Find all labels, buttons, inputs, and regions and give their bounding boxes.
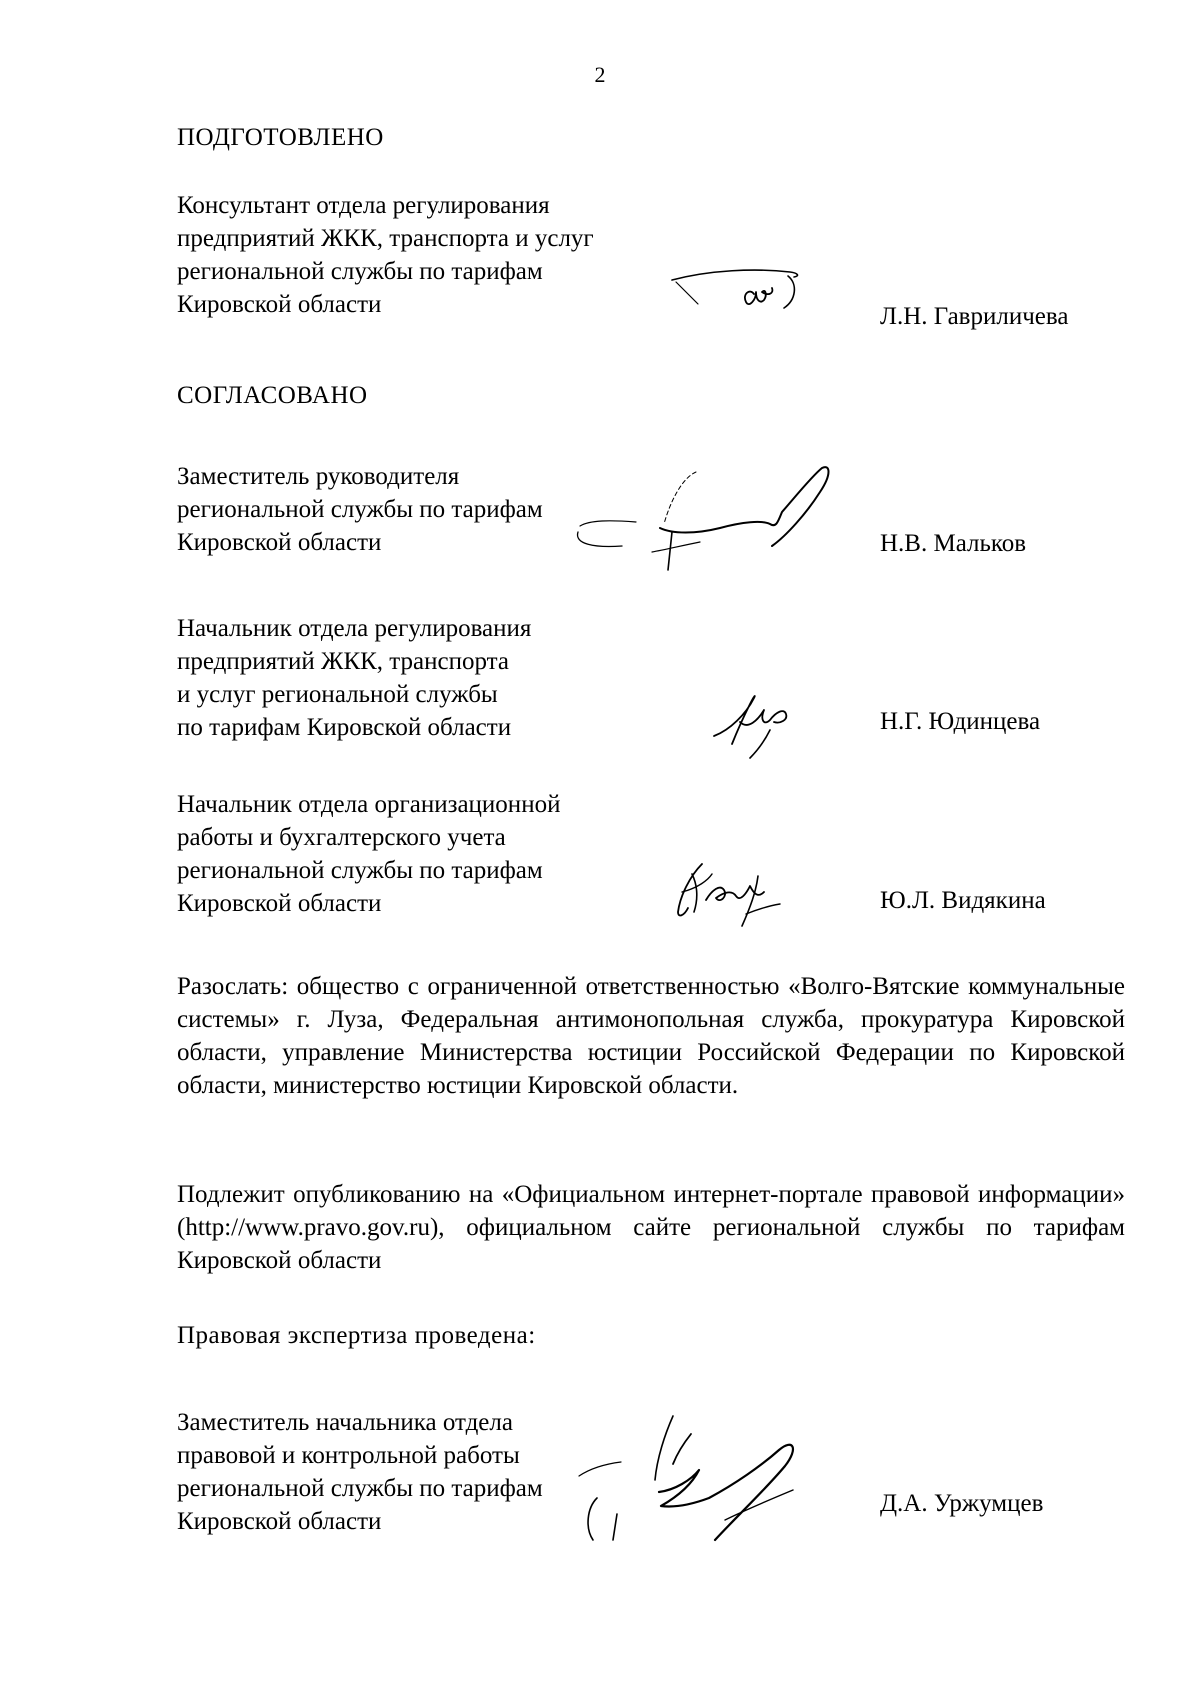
title-line: региональной службы по тарифам	[177, 857, 543, 884]
signature-vidyakina	[672, 856, 792, 936]
distribution-list: Разослать: общество с ограниченной ответственностью «Волго-Вятские коммунальные системы» г. Луза, Федеральная антимонопольная служба, прокуратура Кировской области, управление Министерства юстиции Российской Федерации по Кировской области, министерство юстиции Кировской области.	[177, 973, 1125, 1099]
title-line: и услуг региональной службы	[177, 681, 498, 708]
publication-note: Подлежит опубликованию на «Официальном интернет-портале правовой информации» (http://www.pravo.gov.ru), официальном сайте региональной службы по тарифам Кировской области	[177, 1181, 1125, 1274]
signature-gavrilicheva	[670, 262, 810, 322]
signature-urzhumtsev	[565, 1410, 865, 1560]
signature-malkov	[560, 462, 860, 582]
prepared-heading: ПОДГОТОВЛЕНО	[177, 124, 384, 151]
signatory-3-title	[177, 788, 697, 920]
legal-reviewer-name: Д.А. Уржумцев	[880, 1490, 1044, 1517]
signatory-1-name: Н.В. Мальков	[880, 530, 1027, 557]
title-line: Кировской области	[177, 529, 382, 556]
title-line: Начальник отдела регулирования	[177, 615, 532, 642]
title-line: по тарифам Кировской области	[177, 714, 512, 741]
title-line: Заместитель начальника отдела	[177, 1409, 513, 1436]
title-line: правовой и контрольной работы	[177, 1442, 520, 1469]
title-line: предприятий ЖКК, транспорта	[177, 648, 509, 675]
title-line: Начальник отдела организационной	[177, 791, 561, 818]
signatory-2-title	[177, 612, 697, 744]
title-line: региональной службы по тарифам	[177, 1475, 543, 1502]
title-line: Кировской области	[177, 291, 382, 318]
title-line: предприятий ЖКК, транспорта и услуг	[177, 225, 594, 252]
agreed-heading: СОГЛАСОВАНО	[177, 382, 368, 409]
signature-yudintseva	[710, 690, 810, 770]
legal-review-heading: Правовая экспертиза проведена:	[177, 1322, 536, 1349]
signatory-3-name: Ю.Л. Видякина	[880, 887, 1046, 914]
title-line: региональной службы по тарифам	[177, 258, 543, 285]
signatory-2-name: Н.Г. Юдинцева	[880, 708, 1041, 735]
title-line: Кировской области	[177, 1508, 382, 1535]
title-line: Кировской области	[177, 890, 382, 917]
page-number: 2	[594, 62, 606, 87]
title-line: Консультант отдела регулирования	[177, 192, 550, 219]
title-line: работы и бухгалтерского учета	[177, 824, 506, 851]
prepared-title	[177, 189, 697, 321]
title-line: региональной службы по тарифам	[177, 496, 543, 523]
title-line: Заместитель руководителя	[177, 463, 460, 490]
prepared-name: Л.Н. Гавриличева	[880, 303, 1069, 330]
